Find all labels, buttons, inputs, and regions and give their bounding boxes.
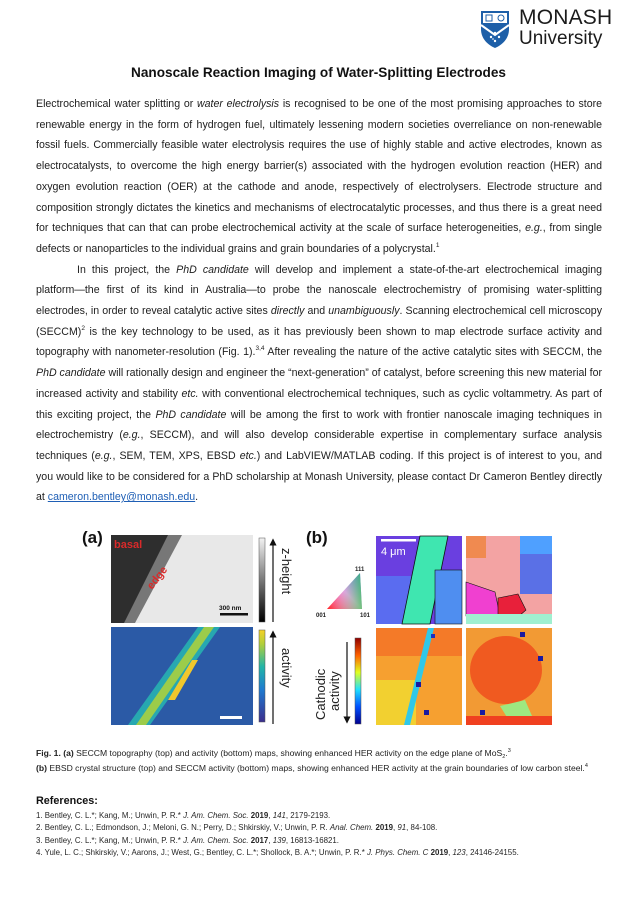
cathodic-axis-label-line2: activity	[327, 671, 342, 711]
text-run: , SEM, TEM, XPS, EBSD	[112, 449, 240, 462]
text-run: with conventional electrochemical techniques, such as cyclic voltammetry. As part of this exciting project, the	[36, 387, 602, 421]
text-run: .	[505, 748, 508, 758]
emphasis: water electrolysis	[197, 98, 280, 110]
text-run: , from single defects or nanoparticles to the individual grains and grain boundaries of a polycrystal.	[36, 222, 602, 255]
ref-pages: , 84-108.	[406, 823, 438, 833]
text-run: In this project, the	[77, 263, 177, 276]
citation-ref: 3,4	[255, 345, 265, 353]
ref-volume: 139	[272, 835, 286, 845]
text-run: After revealing the nature of the active catalytic sites with SECCM, the	[264, 346, 602, 359]
caption-a-label: (a)	[63, 748, 74, 758]
logo-word-monash: MONASH	[519, 6, 613, 29]
emphasis: PhD candidate	[155, 408, 227, 421]
monash-logo	[478, 6, 633, 52]
scale-bar	[381, 539, 416, 542]
ebsd-map-right	[466, 536, 552, 624]
panel-b-label: (b)	[306, 528, 328, 547]
emphasis: e.g.	[122, 429, 141, 442]
paragraph-intro	[36, 94, 602, 260]
text-run: Electrochemical water splitting or	[36, 98, 198, 110]
references-list	[36, 810, 602, 860]
emphasis: PhD candidate	[176, 263, 249, 276]
text-run: .	[195, 491, 199, 504]
ref-volume: 123	[452, 848, 466, 858]
figure-caption	[36, 746, 602, 775]
ref-volume: 141	[272, 811, 286, 820]
ref-journal: J. Am. Chem. Soc.	[183, 811, 249, 820]
seccm-map-left	[376, 628, 462, 725]
ref-year: 2019	[430, 848, 449, 858]
figure-1	[80, 530, 570, 730]
ipf-color-triangle	[327, 573, 362, 609]
monash-crest-icon	[478, 9, 512, 49]
ref-pages: , 2179-2193.	[285, 811, 331, 820]
reference-item: 3. Bentley, C. L.*; Kang, M.; Unwin, P. R.* J. Am. Chem. Soc. 2017, 139, 16813-16821.	[36, 835, 339, 845]
references-heading: References:	[36, 795, 98, 807]
ref-year: 2017	[250, 835, 269, 845]
activity-colorbar	[259, 630, 265, 722]
ref-authors: 3. Bentley, C. L.*; Kang, M.; Unwin, P. R.*	[36, 835, 184, 845]
ref-journal: J. Phys. Chem. C	[366, 848, 429, 858]
emphasis: PhD candidate	[36, 367, 106, 380]
reference-item: 1. Bentley, C. L.*; Kang, M.; Unwin, P. R.* J. Am. Chem. Soc. 2019, 141, 2179-2193.	[36, 811, 331, 820]
emphasis: etc.	[181, 387, 199, 400]
cathodic-axis-label-line1: Cathodic	[313, 668, 328, 720]
text-run: is the key technology to be used, as it has previously been shown to map electrode surface activity and topography with nanometer-resolution (Fig. 1).	[36, 325, 602, 359]
ref-authors: 1. Bentley, C. L.*; Kang, M.; Unwin, P. R.*	[36, 811, 184, 820]
text-run: . Scanning electrochemical cell microscopy (SECCM)	[36, 305, 602, 338]
reference-item: 4. Yule, L. C.; Shkirskiy, V.; Aarons, J.; West, G.; Bentley, C. L.*; Shollock, B. A.*; Unwin, P. R.* J. Phys. Chem. C 2019, 123, 24146-24155.	[36, 848, 519, 858]
email-link[interactable]: cameron.bentley@monash.edu	[47, 491, 196, 504]
page-title: Nanoscale Reaction Imaging of Water-Splitting Electrodes	[131, 65, 506, 80]
ref-pages: , 16813-16821.	[285, 835, 339, 845]
edge-label: edge	[144, 564, 171, 592]
body-text	[36, 94, 602, 508]
caption-b-text: EBSD crystal structure (top) and SECCM activity (bottom) maps, showing enhanced HER activity at the grain boundaries of low carbon steel.	[46, 762, 585, 773]
basal-label: basal	[114, 539, 143, 551]
citation-ref: 3	[507, 748, 511, 754]
logo-word-university: University	[519, 28, 603, 49]
cathodic-activity-colorbar	[355, 638, 361, 724]
ref-volume: 91	[397, 823, 407, 833]
citation-ref: 1	[435, 241, 440, 249]
text-run: will rationally design and engineer the “next-generation” of catalyst, before screening this new material for increased activity and stability	[36, 367, 603, 400]
ref-year: 2019	[250, 811, 269, 820]
ipf-101-label: 101	[360, 613, 371, 619]
panel-a-activity-map	[111, 627, 253, 725]
subscript: 2	[502, 754, 506, 760]
z-height-colorbar	[259, 538, 265, 622]
ipf-111-label: 111	[355, 567, 365, 573]
caption-b-label: (b)	[36, 762, 47, 773]
emphasis: e.g.	[525, 222, 543, 235]
seccm-map-right	[466, 628, 552, 725]
text-run: will develop and implement a state-of-the-art electrochemical imaging platform—the first of its kind in Australia—to probe the nanoscale electrochemistry of promising water-splitting electrodes, in order to reveal catalytic active sites	[36, 263, 603, 318]
text-run: and	[304, 305, 329, 318]
ref-authors: 2. Bentley, C. L.; Edmondson, J.; Meloni, G. N.; Perry, D.; Shkirskiy, V.; Unwin, P. R.	[36, 823, 330, 833]
ref-authors: 4. Yule, L. C.; Shkirskiy, V.; Aarons, J.; West, G.; Bentley, C. L.*; Shollock, B. A.*; Unwin, P. R.*	[36, 848, 367, 858]
paragraph-project	[36, 260, 602, 508]
reference-item: 2. Bentley, C. L.; Edmondson, J.; Meloni, G. N.; Perry, D.; Shkirskiy, V.; Unwin, P. R. Anal. Chem. 2019, 91, 84-108.	[36, 823, 438, 833]
emphasis: etc.	[239, 449, 257, 462]
emphasis: directly	[270, 305, 305, 318]
scalebar-4um-label: 4 μm	[381, 546, 406, 558]
ref-year: 2019	[375, 823, 393, 833]
panel-a-label: (a)	[82, 528, 103, 547]
activity-axis-label: activity	[279, 648, 294, 688]
ipf-001-label: 001	[316, 613, 327, 619]
emphasis: e.g.	[94, 449, 113, 462]
ref-journal: J. Am. Chem. Soc.	[183, 835, 249, 845]
figure-graphics	[80, 530, 570, 730]
text-run: will be among the first to work with frontier nanoscale imaging techniques in electrochemistry (	[36, 408, 603, 442]
scale-bar	[220, 613, 248, 616]
scalebar-300nm-label: 300 nm	[219, 605, 242, 612]
text-run: is recognised to be one of the most promising approaches to store renewable energy in the form of hydrogen fuel, ultimately lessening modern societies overreliance on non-renewable fossil fuels. Commercially feasible water electrolysis requires the use of highly stable and active electrodes, known as electrocatalysts, to overcome the high energy barrier(s) associated with the hydrogen evolution reaction (HER) and oxygen evolution reaction (OER) at the cathode and anode, respectively of electrolysers. Electrode structure and composition strongly dictates the kinetics and mechanisms of electrocatalytic processes, and thus there is a great need for techniques that can that can probe electrochemical activity at the scale of surface heterogeneities,	[36, 98, 603, 235]
ref-pages: , 24146-24155.	[465, 848, 519, 858]
caption-fig-label: Fig. 1.	[36, 748, 61, 758]
z-height-axis-label: z-height	[279, 548, 294, 595]
text-run: , SECCM), and will also develop considerable expertise in complementary surface analysis techniques (	[36, 429, 602, 462]
citation-ref: 2	[81, 324, 85, 332]
emphasis: unambiguously	[328, 305, 400, 318]
citation-ref: 4	[584, 762, 588, 769]
caption-a-text: SECCM topography (top) and activity (bottom) maps, showing enhanced HER activity on the edge plane of MoS	[73, 748, 503, 758]
ref-journal: Anal. Chem.	[329, 823, 374, 833]
text-run: ) and LabVIEW/MATLAB coding. If this project is of interest to you, and you would like to be considered for a PhD scholarship at Monash University, please contact Dr Cameron Bentley directly at	[36, 449, 603, 504]
